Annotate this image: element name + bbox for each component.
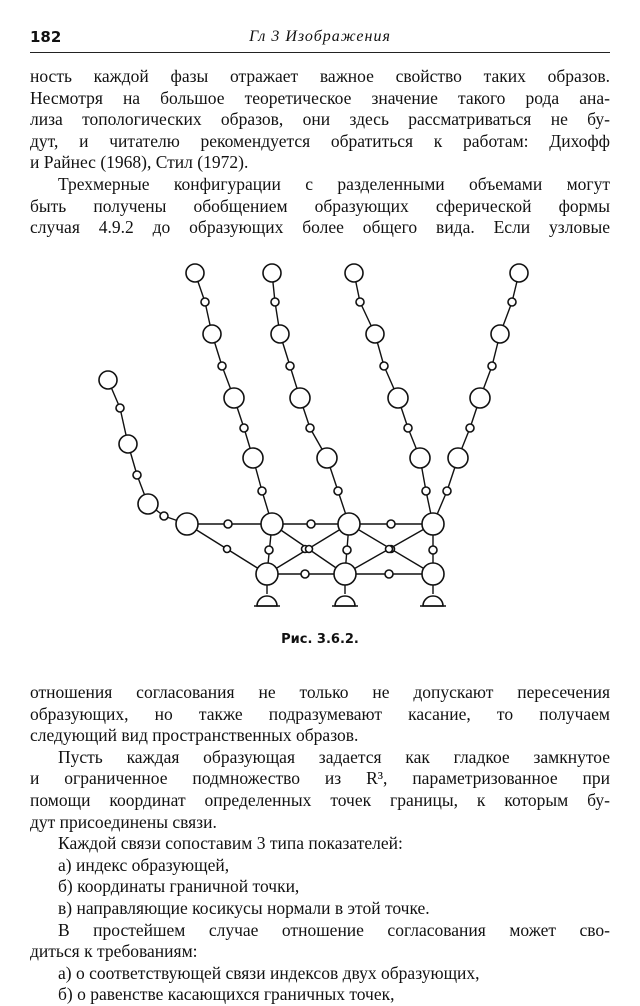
small-node <box>133 471 141 479</box>
small-node <box>240 424 248 432</box>
small-node <box>306 424 314 432</box>
small-node <box>224 546 231 553</box>
text-line: Пусть каждая образующая задается как гладкое замкнутое <box>58 746 610 767</box>
configuration-diagram <box>90 256 530 616</box>
small-node <box>306 546 313 553</box>
large-node <box>243 448 263 468</box>
large-node <box>510 264 528 282</box>
large-node <box>176 513 198 535</box>
figure-3-6-2 <box>90 256 530 616</box>
list-item: б) о равенстве касающихся граничных точек, <box>58 984 395 1005</box>
small-node <box>466 424 474 432</box>
large-node <box>422 563 444 585</box>
large-node <box>317 448 337 468</box>
text-line: ность каждой фазы отражает важное свойство таких образов. <box>30 66 610 86</box>
small-node <box>508 298 516 306</box>
page-number: 182 <box>30 28 62 46</box>
small-node <box>265 546 273 554</box>
text-line: и Райнес (1968), Стил (1972). <box>30 152 249 173</box>
large-node <box>470 388 490 408</box>
text-line: быть получены обобщением образующих сферической формы <box>30 195 610 216</box>
large-node <box>345 264 363 282</box>
small-node <box>387 520 395 528</box>
small-node <box>218 362 226 370</box>
support-base <box>335 596 355 606</box>
text-line: Трехмерные конфигурации с разделенными объемами могут <box>58 173 610 194</box>
large-node <box>119 435 137 453</box>
figure-caption: Рис. 3.6.2. <box>281 632 359 647</box>
small-node <box>160 512 168 520</box>
large-node <box>186 264 204 282</box>
text-line: Каждой связи сопоставим 3 типа показателей: <box>58 833 403 854</box>
large-node <box>99 371 117 389</box>
small-node <box>258 487 266 495</box>
small-node <box>201 298 209 306</box>
text-line: лиза топологических образов, они здесь рассматриваться не бу- <box>30 109 610 130</box>
text-line: В простейшем случае отношение согласования может сво- <box>58 919 610 940</box>
text-line: Несмотря на большое теоретическое значение такого рода ана- <box>30 87 610 108</box>
text-line: отношения согласования не только не допускают пересечения <box>30 682 610 702</box>
small-node <box>385 570 393 578</box>
text-line: дут присоединены связи. <box>30 811 217 832</box>
large-node <box>224 388 244 408</box>
large-node <box>366 325 384 343</box>
large-node <box>422 513 444 535</box>
list-item: в) направляющие косикусы нормали в этой точке. <box>58 897 430 918</box>
text-line: и ограниченное подмножество из R³, параметризованное при <box>30 768 610 789</box>
large-node <box>290 388 310 408</box>
small-node <box>404 424 412 432</box>
list-item: а) о соответствующей связи индексов двух образующих, <box>58 962 480 983</box>
text-line: диться к требованиям: <box>30 941 198 962</box>
support-base <box>257 596 277 606</box>
large-node <box>271 325 289 343</box>
large-node <box>203 325 221 343</box>
small-node <box>429 546 437 554</box>
small-node <box>286 362 294 370</box>
large-node <box>410 448 430 468</box>
running-head: Гл 3 Изображения <box>249 28 391 45</box>
large-node <box>388 388 408 408</box>
text-line: образующих, но также подразумевают касание, то получаем <box>30 703 610 724</box>
small-node <box>307 520 315 528</box>
small-node <box>271 298 279 306</box>
small-node <box>380 362 388 370</box>
small-node <box>116 404 124 412</box>
small-node <box>422 487 430 495</box>
page-header <box>30 28 610 53</box>
text-block-top <box>30 66 610 239</box>
small-node <box>443 487 451 495</box>
text-line: случая 4.9.2 до образующих более общего вида. Если узловые <box>30 217 610 238</box>
large-node <box>338 513 360 535</box>
text-line: следующий вид пространственных образов. <box>30 725 359 746</box>
large-node <box>263 264 281 282</box>
large-node <box>261 513 283 535</box>
support-base <box>423 596 443 606</box>
large-node <box>256 563 278 585</box>
small-node <box>386 546 393 553</box>
large-node <box>448 448 468 468</box>
small-node <box>343 546 351 554</box>
small-node <box>224 520 232 528</box>
large-node <box>334 563 356 585</box>
text-line: помощи координат определенных точек границы, к которым бу- <box>30 789 610 810</box>
text-block-bottom <box>30 682 610 1006</box>
large-node <box>491 325 509 343</box>
list-item: а) индекс образующей, <box>58 854 230 875</box>
small-node <box>301 570 309 578</box>
small-node <box>488 362 496 370</box>
small-node <box>356 298 364 306</box>
large-node <box>138 494 158 514</box>
list-item: б) координаты граничной точки, <box>58 876 300 897</box>
text-line: дут, и читателю рекомендуется обратиться к работам: Дихофф <box>30 130 610 151</box>
small-node <box>334 487 342 495</box>
